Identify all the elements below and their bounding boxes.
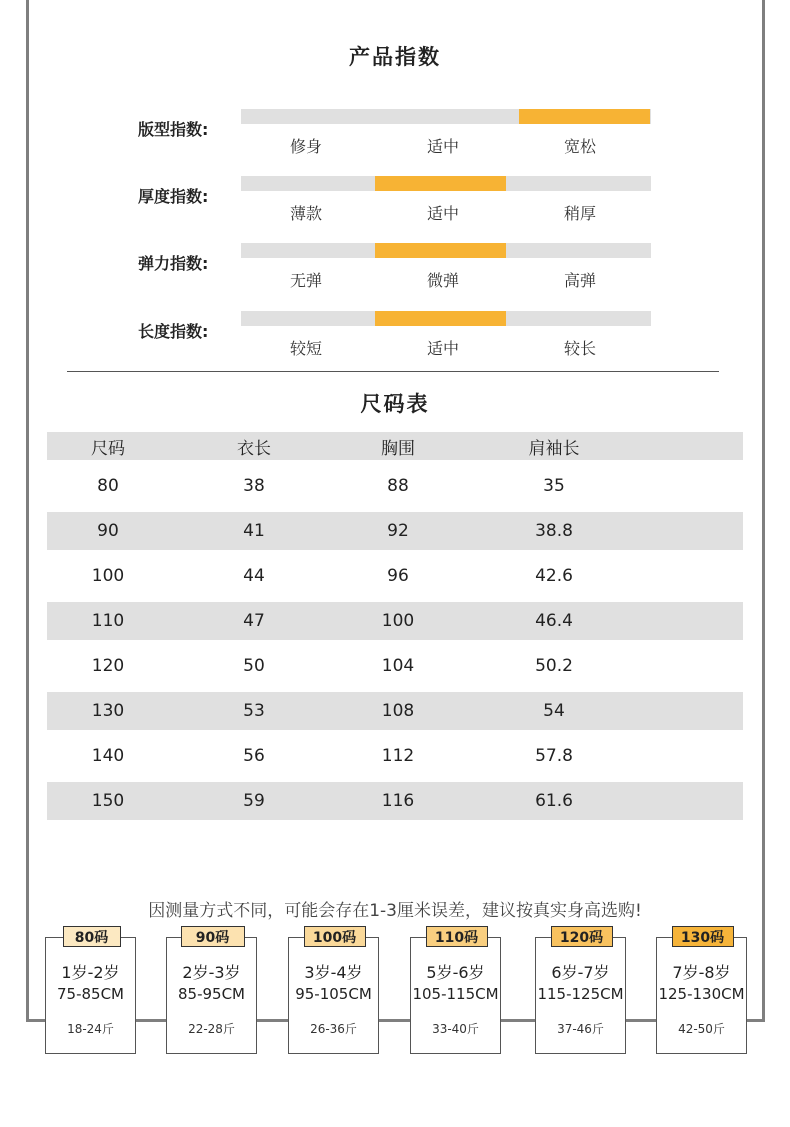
- size-card: [45, 937, 136, 1054]
- table-header-cell: 胸围: [381, 438, 415, 459]
- index-option-label: 适中: [426, 137, 459, 156]
- card-height-range: 115-125CM: [537, 985, 624, 1003]
- table-row: [47, 730, 743, 782]
- index-option-label: 适中: [426, 339, 459, 358]
- size-card: [288, 937, 379, 1054]
- table-row: [47, 602, 743, 640]
- table-cell: 56: [243, 746, 265, 766]
- index-bar-indicator: [375, 243, 506, 258]
- card-weight-range: 33-40斤: [432, 1022, 479, 1036]
- table-header: [47, 432, 743, 460]
- size-tag-badge: 120码: [551, 926, 613, 947]
- table-cell: 90: [97, 521, 119, 541]
- index-option-label: 较长: [563, 339, 596, 358]
- table-cell: 120: [91, 656, 125, 676]
- card-height-range: 125-130CM: [658, 985, 745, 1003]
- card-height-range: 95-105CM: [295, 985, 372, 1003]
- table-cell: 35: [543, 476, 565, 496]
- index-label: 版型指数:: [138, 120, 209, 139]
- card-height-range: 85-95CM: [177, 985, 245, 1003]
- index-row: [0, 243, 790, 293]
- card-age-range: 5岁-6岁: [426, 963, 485, 982]
- table-cell: 96: [387, 566, 409, 586]
- size-tag-badge: 80码: [63, 926, 121, 947]
- index-row: [0, 311, 790, 361]
- index-row: [0, 109, 790, 159]
- index-bar-track: [241, 176, 651, 191]
- table-cell: 46.4: [535, 611, 573, 631]
- table-cell: 92: [387, 521, 409, 541]
- frame-bottom-border: [26, 1019, 765, 1022]
- table-cell: 80: [97, 476, 119, 496]
- size-chart-title: 尺码表: [360, 392, 430, 416]
- index-label: 弹力指数:: [138, 254, 209, 273]
- table-cell: 44: [243, 566, 265, 586]
- table-cell: 104: [381, 656, 415, 676]
- card-age-range: 1岁-2岁: [61, 963, 120, 982]
- table-cell: 59: [243, 791, 265, 811]
- table-cell: 54: [543, 701, 565, 721]
- card-age-range: 7岁-8岁: [672, 963, 731, 982]
- card-weight-range: 26-36斤: [310, 1022, 357, 1036]
- index-bar-track: [241, 109, 651, 124]
- card-age-range: 2岁-3岁: [182, 963, 241, 982]
- card-weight-range: 37-46斤: [557, 1022, 604, 1036]
- table-cell: 41: [243, 521, 265, 541]
- table-cell: 110: [91, 611, 125, 631]
- index-option-label: 无弹: [289, 271, 322, 290]
- table-header-cell: 衣长: [237, 438, 271, 459]
- index-bar-indicator: [375, 176, 506, 191]
- table-cell: 100: [91, 566, 125, 586]
- table-header-cell: 肩袖长: [528, 438, 580, 459]
- size-tag-badge: 130码: [672, 926, 734, 947]
- index-label: 厚度指数:: [138, 187, 209, 206]
- table-row: [47, 460, 743, 512]
- index-option-label: 稍厚: [563, 204, 596, 223]
- index-option-label: 适中: [426, 204, 459, 223]
- table-cell: 116: [381, 791, 415, 811]
- table-cell: 50: [243, 656, 265, 676]
- size-card: [535, 937, 626, 1054]
- table-cell: 150: [91, 791, 125, 811]
- table-cell: 108: [381, 701, 415, 721]
- table-header-cell: 尺码: [91, 438, 125, 459]
- table-row: [47, 640, 743, 692]
- index-row: [0, 176, 790, 226]
- card-age-range: 6岁-7岁: [551, 963, 610, 982]
- size-tag-badge: 90码: [181, 926, 245, 947]
- section-divider: [67, 371, 719, 372]
- index-option-label: 宽松: [563, 137, 596, 156]
- index-option-label: 薄款: [289, 204, 322, 223]
- table-cell: 42.6: [535, 566, 573, 586]
- index-option-label: 微弹: [426, 271, 459, 290]
- size-card: [166, 937, 257, 1054]
- index-bar-indicator: [519, 109, 650, 124]
- index-bar-indicator: [375, 311, 506, 326]
- index-bar-track: [241, 311, 651, 326]
- table-row: [47, 550, 743, 602]
- card-weight-range: 22-28斤: [188, 1022, 235, 1036]
- size-tag-badge: 100码: [304, 926, 366, 947]
- index-option-label: 较短: [289, 339, 322, 358]
- card-weight-range: 18-24斤: [67, 1022, 114, 1036]
- table-cell: 61.6: [535, 791, 573, 811]
- table-cell: 53: [243, 701, 265, 721]
- card-weight-range: 42-50斤: [678, 1022, 725, 1036]
- table-cell: 50.2: [535, 656, 573, 676]
- index-option-label: 修身: [289, 137, 322, 156]
- product-index-title: 产品指数: [349, 45, 441, 69]
- table-cell: 140: [91, 746, 125, 766]
- card-height-range: 75-85CM: [56, 985, 124, 1003]
- index-bar-track: [241, 243, 651, 258]
- table-row: [47, 512, 743, 550]
- table-row: [47, 782, 743, 820]
- table-cell: 47: [243, 611, 265, 631]
- card-age-range: 3岁-4岁: [304, 963, 363, 982]
- table-cell: 130: [91, 701, 125, 721]
- table-cell: 100: [381, 611, 415, 631]
- table-cell: 112: [381, 746, 415, 766]
- size-card: [410, 937, 501, 1054]
- index-label: 长度指数:: [138, 322, 209, 341]
- table-cell: 38: [243, 476, 265, 496]
- size-chart-table: [47, 432, 743, 820]
- table-cell: 38.8: [535, 521, 573, 541]
- size-tag-badge: 110码: [426, 926, 488, 947]
- card-height-range: 105-115CM: [412, 985, 499, 1003]
- table-cell: 57.8: [535, 746, 573, 766]
- table-row: [47, 692, 743, 730]
- table-cell: 88: [387, 476, 409, 496]
- measurement-note: 因测量方式不同，可能会存在1-3厘米误差，建议按真实身高选购!: [148, 901, 642, 921]
- size-card: [656, 937, 747, 1054]
- index-option-label: 高弹: [563, 271, 596, 290]
